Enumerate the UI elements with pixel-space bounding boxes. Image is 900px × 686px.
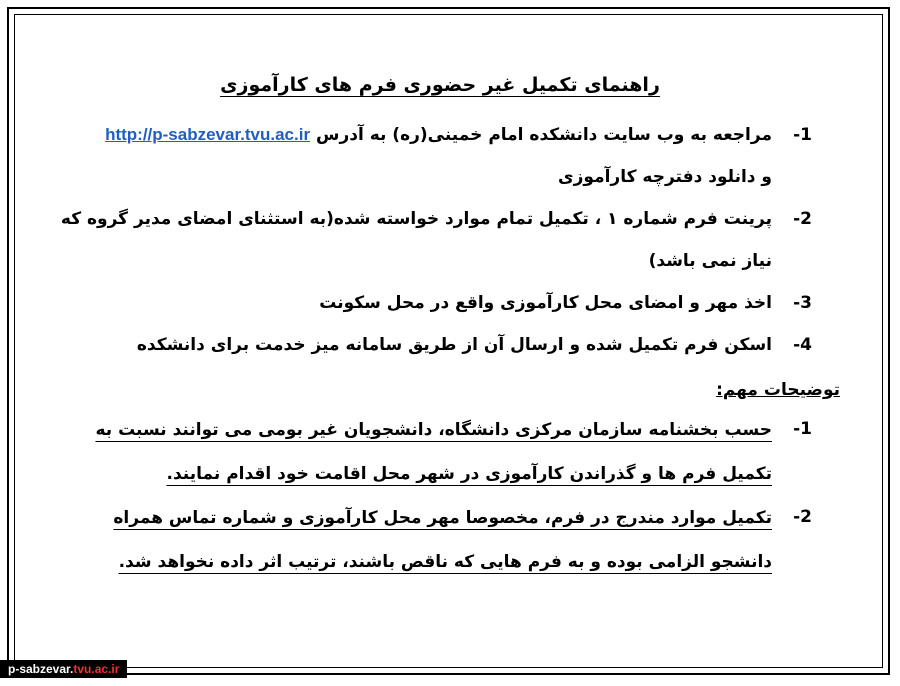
step-text: اخذ مهر و امضای محل کارآموزی واقع در محل سکونت [319,293,772,313]
step-text: پرینت فرم شماره ۱ ، تکمیل تمام موارد خواسته شده(به استثنای امضای مدیر گروه که نیاز نمی باشد) [60,209,772,271]
step-item-4 [60,324,820,366]
document-title [60,74,820,96]
notes-heading [80,380,840,400]
note-item-2 [60,496,820,584]
footer-site-suffix: tvu.ac.ir [73,662,120,676]
note-number: -1 [793,419,812,439]
step-number: -1 [793,125,812,145]
document-body [60,64,840,584]
note-number: -2 [793,507,812,527]
step-item-3 [60,282,820,324]
document-title-text: راهنمای تکمیل غیر حضوری فرم های کارآموزی [220,74,660,96]
note-item-1 [60,408,820,496]
step-item-2 [60,198,820,282]
steps-list [60,114,820,366]
note-text: حسب بخشنامه سازمان مرکزی دانشگاه، دانشجویان غیر بومی می توانند نسبت به تکمیل فرم ها و گذراندن کارآموزی در شهر محل اقامت خود اقدام نمایند. [95,420,772,484]
note-text: تکمیل موارد مندرج در فرم، مخصوصا مهر محل کارآموزی و شماره تماس همراه دانشجو الزامی بوده و به فرم هایی که ناقص باشند، ترتیب اثر داده نخواهد شد. [113,508,772,572]
step-item-1 [60,114,820,198]
step-number: -2 [793,209,812,229]
step-number: -4 [793,335,812,355]
footer-site-prefix: p-sabzevar. [8,662,74,676]
step-text [60,114,772,198]
step-number: -3 [793,293,812,313]
footer-site-tag [0,660,127,678]
step-text-before-link: مراجعه به وب سایت دانشکده امام خمینی(ره) به آدرس [315,125,772,145]
notes-list [60,408,820,584]
step-text: اسکن فرم تکمیل شده و ارسال آن از طریق سامانه میز خدمت برای دانشکده [136,335,772,355]
website-link[interactable]: http://p-sabzevar.tvu.ac.ir [105,125,311,144]
step-text-after-link: و دانلود دفترچه کارآموزی [558,167,772,187]
notes-heading-text: توضیحات مهم: [716,380,840,400]
